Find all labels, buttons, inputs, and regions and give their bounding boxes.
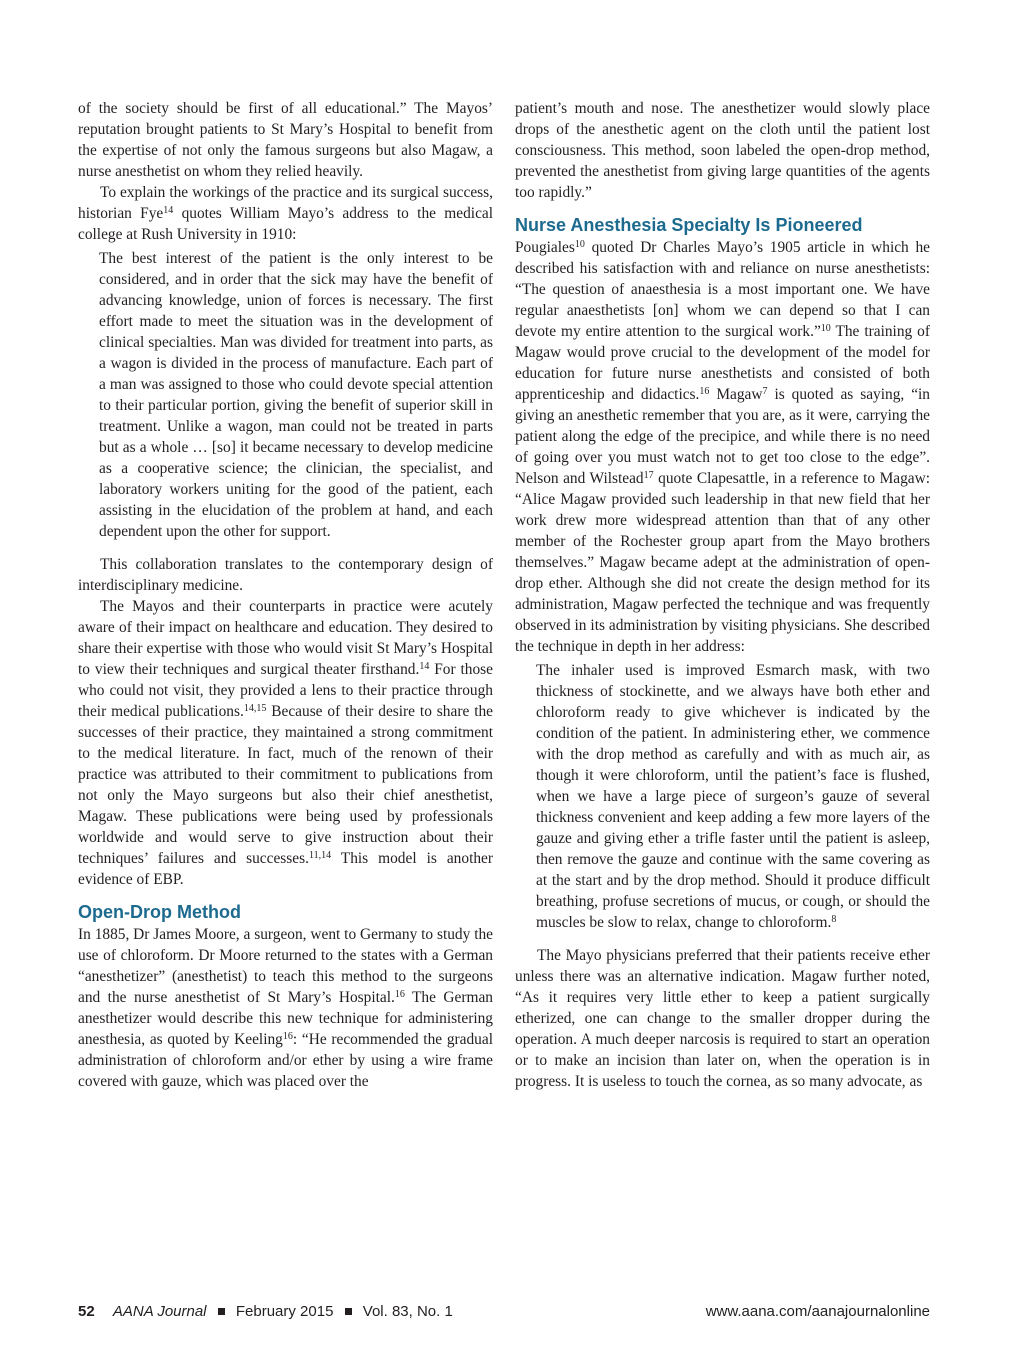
citation: 14 (419, 661, 430, 672)
paragraph: patient’s mouth and nose. The anesthetizer would slowly place drops of the anesthetic agent on the cloth until the patient lost consciousness. This method, soon labeled the open-drop method, prevented the anesthetist from giving large quantities of the agents too rapidly.” (515, 100, 930, 201)
bullet-separator (345, 1308, 352, 1315)
section-heading-open-drop-method: Open-Drop Method (78, 902, 241, 922)
citation: 17 (643, 470, 654, 481)
paragraph: This collaboration translates to the contemporary design of interdisciplinary medicine. (78, 556, 493, 594)
paragraph: In 1885, Dr James Moore, a surgeon, went to Germany to study the use of chloroform. Dr Moore returned to the states with a German “anesthetizer” (anesthetist) to teach this method to the surgeons and the nurse anesthetist of St Mary’s Hospital.$^{16}$ The German anesthetizer would describe this new technique for administering anesthesia, as quoted by Keeling$^{16}$: “He recommended the gradual administration of chloroform and/or ether by using a wire frame covered with gauze, which was placed over the (78, 926, 493, 1090)
citation: 7 (762, 386, 768, 397)
paragraph: of the society should be first of all educational.” The Mayos’ reputation brought patients to St Mary’s Hospital to benefit from the expertise of not only the famous surgeons but also Magaw, a nurse anesthetist on whom they relied heavily. (78, 100, 493, 180)
citation: 10 (820, 323, 831, 334)
volume-number: Vol. 83, No. 1 (362, 1303, 453, 1320)
block-quote: The best interest of the patient is the only interest to be considered, and in order that the sick may have the benefit of advancing knowledge, union of forces is necessary. The first effort made to meet the situation was in the development of clinical specialties. Man was divided for treatment into parts, as a wagon is divided in the process of manufacture. Each part of a man was assigned to those who could devote special attention to their particular portion, giving the benefit of superior skill in treatment. Unlike a wagon, man could not be treated in parts but as a whole … [so] it became necessary to develop medicine as a cooperative science; the clinician, the specialist, and laboratory workers uniting for the good of the patient, each assisting in the elucidation of the problem at hand, and each dependent upon the other for support. (99, 250, 493, 540)
right-column (515, 98, 930, 1092)
paragraph: Pougiales$^{10}$ quoted Dr Charles Mayo’s 1905 article in which he described his satisfaction with and reliance on nurse anesthetists: “The question of anaesthesia is a most important one. We have regular anaesthetists [on] whom we can depend so that I can devote my entire attention to the surgical work.”$^{10}$ The training of Magaw would prove crucial to the development of the model for education for future nurse anesthetists and consisted of both apprenticeship and didactics.$^{16}$ Magaw$^7$ is quoted as saying, “in giving an anesthetic remember that you are, as it were, carrying the patient along the edge of the precipice, and while there is no need of going over you must watch not to get too close to the edge”. Nelson and Wilstead$^{17}$ quote Clapesattle, in a reference to Magaw: “Alice Magaw provided such leadership in that new field that her work drew more widespread attention than that of any other member of the Rochester group apart from the Mayo brothers themselves.” Magaw became adept at the administration of open-drop ether. Although she did not create the design method for its administration, Magaw perfected the technique and was frequently observed in its administration by visiting physicians. She described the technique in depth in her address: (515, 239, 930, 655)
page-footer (78, 1303, 930, 1327)
citation: 8 (831, 914, 837, 925)
citation: 10 (574, 239, 585, 250)
left-column (78, 98, 493, 1092)
citation: 11,14 (308, 850, 332, 861)
paragraph: The Mayos and their counterparts in practice were acutely aware of their impact on healthcare and education. They desired to share their expertise with those who would visit St Mary’s Hospital to view their techniques and surgical theater firsthand.$^{14}$ For those who could not visit, they provided a lens to their practice through their medical publications.$^{14,15}$ Because of their desire to share the successes of their practice, they maintained a strong commitment to the medical literature. In fact, much of the renown of their practice was attributed to their commitment to publications from not only the Mayo surgeons but also their chief anesthetist, Magaw. These publications were being used by professionals worldwide and would serve to give instruction about their techniques’ failures and successes.$^{11,14}$ This model is another evidence of EBP. (78, 598, 493, 888)
citation: 16 (394, 989, 405, 1000)
page-number: 52 (78, 1303, 95, 1320)
paragraph: To explain the workings of the practice and its surgical success, historian Fye$^{14}$ quotes William Mayo’s address to the medical college at Rush University in 1910: (78, 184, 494, 243)
paragraph: The Mayo physicians preferred that their patients receive ether unless there was an alternative indication. Magaw further noted, “As it requires very little ether to keep a patient surgically etherized, one can change to the smaller dropper during the operation. A much deeper narcosis is required to start an operation or to make an incision than later on, when the operation is in progress. It is useless to touch the cornea, as so many advocate, as (515, 947, 930, 1090)
journal-url[interactable]: www.aana.com/aanajournalonline (705, 1303, 930, 1320)
citation: 14,15 (243, 703, 267, 714)
issue-date: February 2015 (235, 1303, 334, 1320)
journal-name: AANA Journal (112, 1303, 207, 1320)
block-quote: The inhaler used is improved Esmarch mask, with two thickness of stockinette, and we always have both ether and chloroform ready to give whichever is indicated by the condition of the patient. In administering ether, we commence with the drop method as carefully and with as much air, as though it were chloroform, until the patient’s face is flushed, when we have a large piece of surgeon’s gauze of several thickness convenient and keep adding a few more layers of the gauze and giving ether a trifle faster until the patient is asleep, then remove the gauze and continue with the same covering as at the start and by the drop method. Should it produce difficult breathing, profuse secretions of mucus, or cough, or should the muscles be slow to relax, change to chloroform.$^8$ (536, 662, 930, 931)
citation: 14 (163, 205, 174, 216)
citation: 16 (282, 1031, 293, 1042)
section-heading-nurse-anesthesia: Nurse Anesthesia Specialty Is Pioneered (515, 215, 863, 235)
bullet-separator (218, 1308, 225, 1315)
citation: 16 (699, 386, 710, 397)
